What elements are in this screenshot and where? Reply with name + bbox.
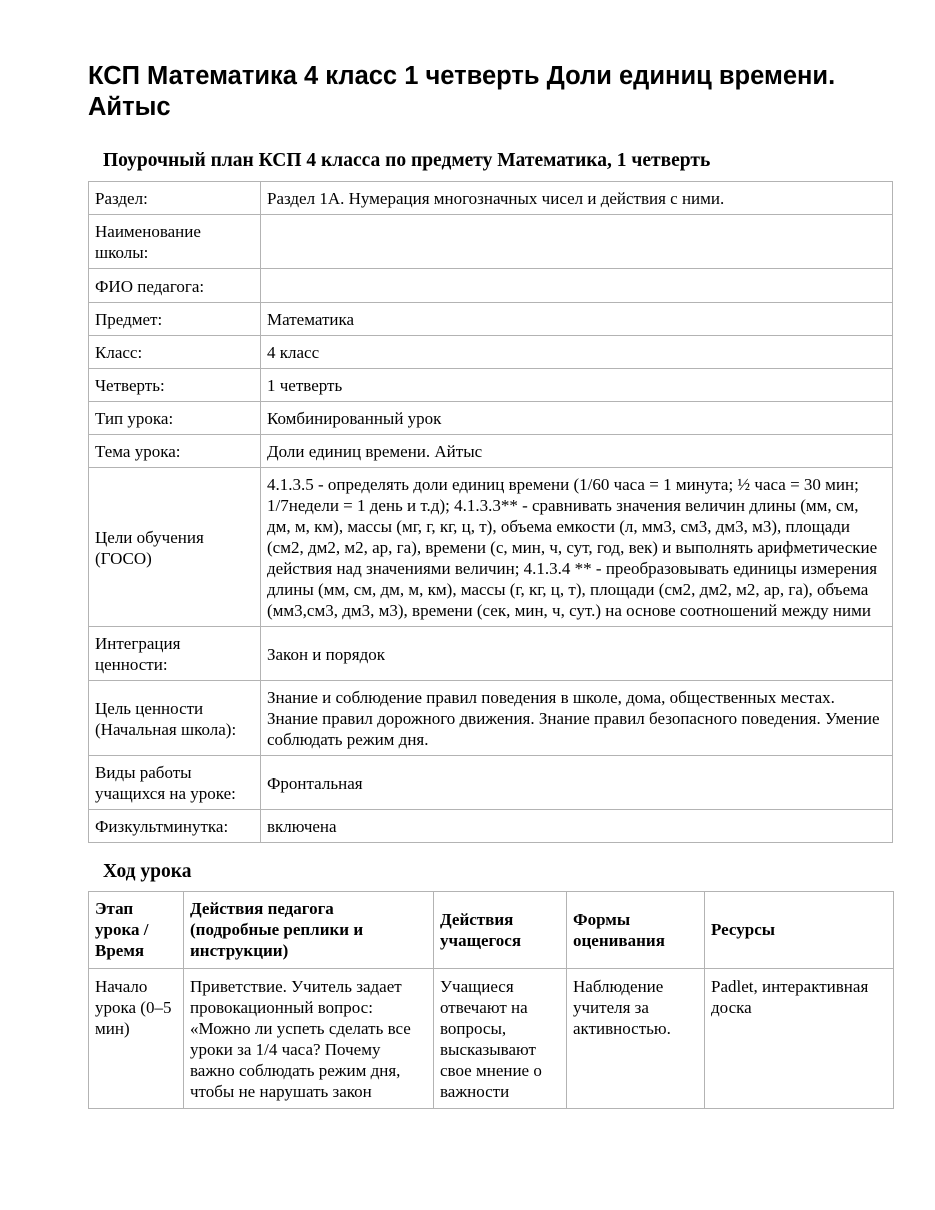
info-row [89, 336, 893, 369]
info-row-value: включена [261, 810, 893, 843]
info-row-value: Комбинированный урок [261, 402, 893, 435]
info-row-value: 4 класс [261, 336, 893, 369]
course-header-row [89, 892, 894, 969]
info-row-value: Знание и соблюдение правил поведения в школе, дома, общественных местах. Знание правил дорожного движения. Знание правил безопасного поведения. Умение соблюдать режим дня. [261, 681, 893, 756]
info-row-value [261, 269, 893, 303]
course-cell: Приветствие. Учитель задает провокационный вопрос: «Можно ли успеть сделать все уроки за 1/4 часа? Почему важно соблюдать режим дня, чтобы не нарушать закон [184, 969, 434, 1109]
info-row [89, 435, 893, 468]
course-cell: Наблюдение учителя за активностью. [567, 969, 705, 1109]
info-row-label: Интеграция ценности: [89, 627, 261, 681]
info-row-label: Тип урока: [89, 402, 261, 435]
document-title: КСП Математика 4 класс 1 четверть Доли единиц времени. Айтыс [88, 62, 836, 121]
info-row [89, 681, 893, 756]
info-row-label: Виды работы учащихся на уроке: [89, 756, 261, 810]
info-row [89, 303, 893, 336]
info-row-label: Класс: [89, 336, 261, 369]
info-row [89, 369, 893, 402]
course-column-header: Формы оценивания [567, 892, 705, 969]
info-row-label: Тема урока: [89, 435, 261, 468]
course-row [89, 969, 894, 1109]
info-row-value: Раздел 1А. Нумерация многозначных чисел и действия с ними. [261, 182, 893, 215]
course-column-header: Действия педагога (подробные реплики и инструкции) [184, 892, 434, 969]
info-row-value [261, 215, 893, 269]
lesson-info-table [88, 181, 893, 843]
info-row [89, 215, 893, 269]
info-row-value: Математика [261, 303, 893, 336]
course-cell: Padlet, интерактивная доска [705, 969, 894, 1109]
course-column-header: Этап урока / Время [89, 892, 184, 969]
info-row-value: Фронтальная [261, 756, 893, 810]
info-row-value: Доли единиц времени. Айтыс [261, 435, 893, 468]
info-row-label: Четверть: [89, 369, 261, 402]
info-row [89, 182, 893, 215]
lesson-course-table [88, 891, 894, 1109]
info-row [89, 756, 893, 810]
info-row-label: Цели обучения (ГОСО) [89, 468, 261, 627]
info-row-value: Закон и порядок [261, 627, 893, 681]
course-cell: Начало урока (0–5 мин) [89, 969, 184, 1109]
info-row-value: 4.1.3.5 - определять доли единиц времени (1/60 часа = 1 минута; ½ часа = 30 мин; 1/7недели = 1 день и т.д); 4.1.3.3** - сравнивать значения величин длины (мм, см, дм, м, км), массы (мг, г, кг, ц, т), объема емкости (л, мм3, см3, дм3, м3), площади (см2, дм2, м2, ар, га), времени (с, мин, ч, сут, год, век) и выполнять арифметические действия над значениями величин; 4.1.3.4 ** - преобразовывать единицы измерения длины (мм, см, дм, м, км), массы (г, кг, ц, т), площади (см2, дм2, м2, ар, га), объема (мм3,см3, дм3, м3), времени (сек, мин, ч, сут.) на основе соотношений между ними [261, 468, 893, 627]
info-row-label: Раздел: [89, 182, 261, 215]
plan-heading: Поурочный план КСП 4 класса по предмету Математика, 1 четверть [103, 150, 711, 171]
info-row-value: 1 четверть [261, 369, 893, 402]
course-column-header: Ресурсы [705, 892, 894, 969]
info-row [89, 627, 893, 681]
document-page [88, 0, 893, 1109]
info-row-label: Наименование школы: [89, 215, 261, 269]
course-column-header: Действия учащегося [434, 892, 567, 969]
info-row-label: Цель ценности (Начальная школа): [89, 681, 261, 756]
info-row-label: Физкультминутка: [89, 810, 261, 843]
info-row [89, 810, 893, 843]
info-row-label: Предмет: [89, 303, 261, 336]
course-cell: Учащиеся отвечают на вопросы, высказывают свое мнение о важности [434, 969, 567, 1109]
info-row-label: ФИО педагога: [89, 269, 261, 303]
course-heading: Ход урока [103, 861, 192, 882]
info-row [89, 468, 893, 627]
info-row [89, 269, 893, 303]
info-row [89, 402, 893, 435]
